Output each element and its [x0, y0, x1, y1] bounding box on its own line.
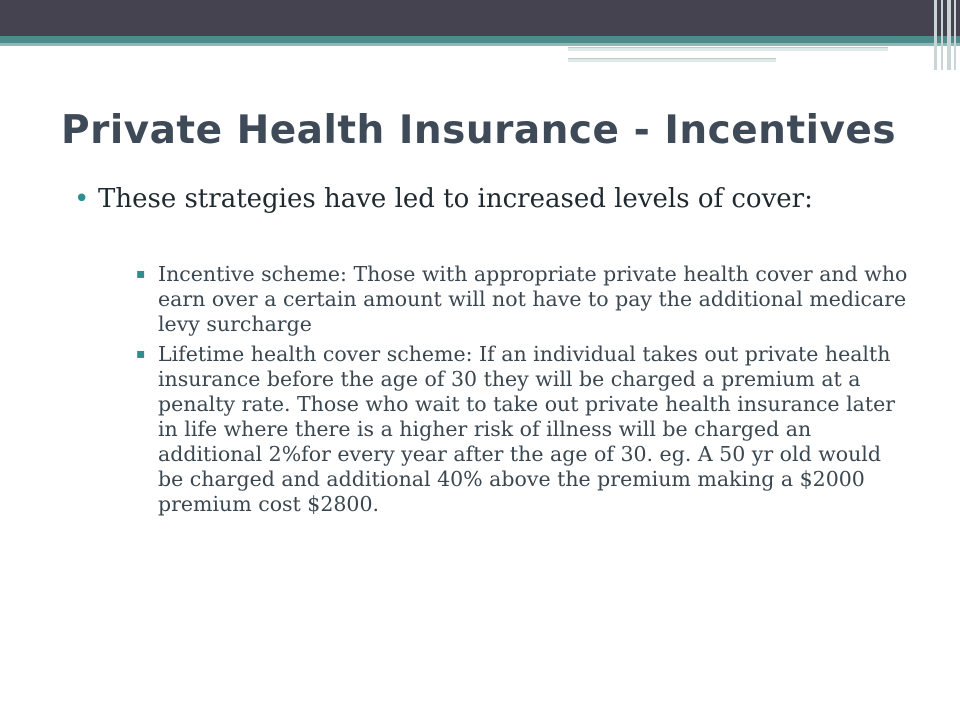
sub-bullet-item	[132, 342, 912, 517]
bullet-level-1-text: These strategies have led to increased levels of cover:	[98, 184, 813, 214]
square-bullet-icon: ▪	[136, 266, 146, 282]
dot-bullet-icon: •	[74, 184, 90, 214]
decorative-line	[568, 47, 888, 51]
accent-stripe	[0, 36, 960, 43]
accent-stripe-light	[0, 43, 960, 46]
sub-bullet-list	[132, 262, 912, 522]
sub-bullet-item	[132, 262, 912, 337]
decorative-line-short	[568, 58, 776, 62]
sub-bullet-text: Incentive scheme: Those with appropriate private health cover and who earn over a certain amount will not have to pay the additional medicare levy surcharge	[158, 262, 908, 336]
sub-bullet-text: Lifetime health cover scheme: If an individual takes out private health insurance before the age of 30 they will be charged a premium at a penalty rate. Those who wait to take out private health insurance later in life where there is a higher risk of illness will be charged an additional 2%for every year after the age of 30. eg. A 50 yr old would be charged and additional 40% above the premium making a $2000 premium cost $2800.	[158, 342, 896, 516]
header-banner	[0, 0, 960, 36]
decorative-vertical-bars	[928, 0, 960, 70]
square-bullet-icon: ▪	[136, 346, 146, 362]
bullet-level-1	[74, 184, 854, 214]
slide-title: Private Health Insurance - Incentives	[61, 108, 897, 153]
